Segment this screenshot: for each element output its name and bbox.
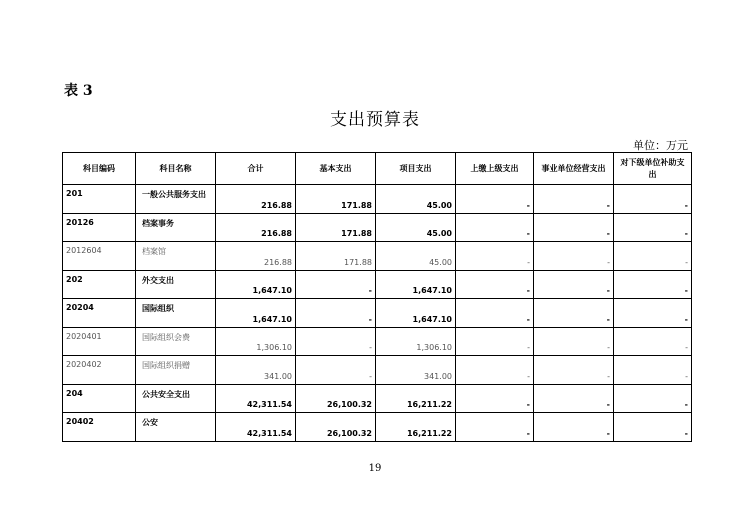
cell-basic: 26,100.32 — [296, 413, 376, 442]
cell-business: - — [534, 356, 614, 385]
column-header-code: 科目编码 — [63, 153, 136, 185]
page-number: 19 — [368, 463, 382, 474]
expenditure-budget-table — [62, 152, 692, 442]
cell-code: 2020401 — [63, 327, 136, 356]
cell-code: 201 — [63, 185, 136, 214]
cell-business: - — [534, 384, 614, 413]
cell-upper: - — [456, 270, 534, 299]
cell-project: 1,306.10 — [376, 327, 456, 356]
cell-subsidy: - — [614, 213, 692, 242]
cell-subsidy: - — [614, 384, 692, 413]
column-header-subsidy: 对下级单位补助支出 — [614, 153, 692, 185]
cell-subsidy: - — [614, 327, 692, 356]
cell-name: 国际组织会费 — [136, 327, 216, 356]
cell-total: 42,311.54 — [216, 384, 296, 413]
cell-project: 45.00 — [376, 213, 456, 242]
cell-basic: - — [296, 356, 376, 385]
cell-upper: - — [456, 384, 534, 413]
table-row — [63, 327, 692, 356]
column-header-business: 事业单位经营支出 — [534, 153, 614, 185]
cell-total: 42,311.54 — [216, 413, 296, 442]
cell-project: 45.00 — [376, 185, 456, 214]
cell-name: 一般公共服务支出 — [136, 185, 216, 214]
cell-total: 216.88 — [216, 242, 296, 271]
cell-code: 20402 — [63, 413, 136, 442]
cell-business: - — [534, 242, 614, 271]
cell-project: 16,211.22 — [376, 384, 456, 413]
cell-business: - — [534, 185, 614, 214]
cell-business: - — [534, 413, 614, 442]
cell-project: 1,647.10 — [376, 270, 456, 299]
table-row — [63, 384, 692, 413]
cell-upper: - — [456, 242, 534, 271]
cell-total: 216.88 — [216, 213, 296, 242]
cell-business: - — [534, 327, 614, 356]
cell-subsidy: - — [614, 299, 692, 328]
cell-subsidy: - — [614, 242, 692, 271]
cell-basic: 171.88 — [296, 213, 376, 242]
table-row — [63, 356, 692, 385]
cell-project: 16,211.22 — [376, 413, 456, 442]
column-header-total: 合计 — [216, 153, 296, 185]
cell-name: 档案馆 — [136, 242, 216, 271]
cell-subsidy: - — [614, 413, 692, 442]
column-header-upper: 上缴上级支出 — [456, 153, 534, 185]
cell-code: 2020402 — [63, 356, 136, 385]
cell-project: 1,647.10 — [376, 299, 456, 328]
table-row — [63, 213, 692, 242]
cell-total: 341.00 — [216, 356, 296, 385]
cell-basic: - — [296, 270, 376, 299]
cell-upper: - — [456, 413, 534, 442]
cell-basic: 171.88 — [296, 242, 376, 271]
cell-code: 202 — [63, 270, 136, 299]
cell-total: 1,647.10 — [216, 270, 296, 299]
cell-code: 204 — [63, 384, 136, 413]
cell-basic: - — [296, 327, 376, 356]
cell-total: 1,647.10 — [216, 299, 296, 328]
unit-label: 单位：万元 — [633, 139, 688, 152]
table-row — [63, 413, 692, 442]
cell-basic: 171.88 — [296, 185, 376, 214]
cell-project: 45.00 — [376, 242, 456, 271]
cell-upper: - — [456, 213, 534, 242]
table-row — [63, 299, 692, 328]
cell-code: 20126 — [63, 213, 136, 242]
column-header-name: 科目名称 — [136, 153, 216, 185]
cell-name: 国际组织捐赠 — [136, 356, 216, 385]
column-header-project: 项目支出 — [376, 153, 456, 185]
cell-upper: - — [456, 327, 534, 356]
cell-upper: - — [456, 185, 534, 214]
cell-business: - — [534, 299, 614, 328]
table-body — [63, 185, 692, 442]
cell-total: 1,306.10 — [216, 327, 296, 356]
cell-code: 20204 — [63, 299, 136, 328]
cell-name: 档案事务 — [136, 213, 216, 242]
document-title: 支出预算表 — [330, 110, 420, 130]
cell-total: 216.88 — [216, 185, 296, 214]
cell-name: 公安 — [136, 413, 216, 442]
cell-name: 公共安全支出 — [136, 384, 216, 413]
column-header-basic: 基本支出 — [296, 153, 376, 185]
cell-business: - — [534, 270, 614, 299]
cell-subsidy: - — [614, 356, 692, 385]
cell-basic: - — [296, 299, 376, 328]
cell-code: 2012604 — [63, 242, 136, 271]
table-header-row — [63, 153, 692, 185]
cell-name: 国际组织 — [136, 299, 216, 328]
cell-subsidy: - — [614, 185, 692, 214]
cell-business: - — [534, 213, 614, 242]
cell-subsidy: - — [614, 270, 692, 299]
table-row — [63, 242, 692, 271]
cell-upper: - — [456, 356, 534, 385]
cell-basic: 26,100.32 — [296, 384, 376, 413]
cell-project: 341.00 — [376, 356, 456, 385]
cell-name: 外交支出 — [136, 270, 216, 299]
cell-upper: - — [456, 299, 534, 328]
table-row — [63, 270, 692, 299]
table-label: 表 3 — [64, 83, 93, 99]
table-row — [63, 185, 692, 214]
